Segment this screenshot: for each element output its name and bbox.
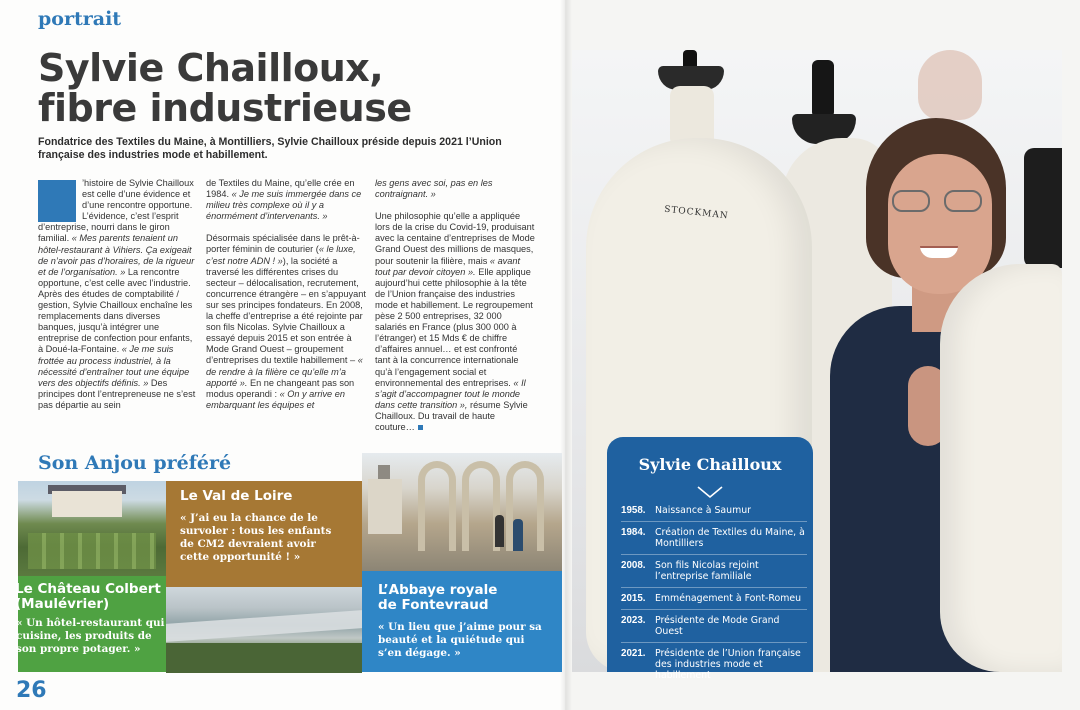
- article-column-2: [206, 178, 366, 411]
- mannequin-head: [918, 50, 982, 120]
- article-paragraph: Une philosophie qu’elle a appliquée lors de la crise du Covid-19, produisant avec la centaine d’entreprises de Mode Grand Ouest des millions de masques, pour soutenir la filière, mais « avant tout par devoir citoyen ». Elle applique aujourd’hui cette philosophie à la tête de l’Union française des industries mode et habillement. Le regroupement pèse 2 500 entreprises, 32 000 salariés en France (plus 300 000 à l’étranger) et 15 Mds € de chiffre d’affaires annuel… et est confronté tant à la concurrence internationale qu’à l’engagement social et environnemental des entreprises. « Il s’agit d’accompagner tout le monde dans cette transition », résume Sylvie Chailloux. Du travail de haute couture…: [375, 211, 535, 432]
- page-number: 26: [16, 678, 47, 703]
- timeline-entry: 1984. Création de Textiles du Maine, à Montilliers: [621, 527, 805, 549]
- abbaye-fontevraud-quote: « Un lieu que j’aime pour sa beauté et la quiétude qui s’en dégage. »: [378, 621, 542, 659]
- article-column-3: [375, 178, 535, 433]
- chateau-colbert-quote: « Un hôtel-restaurant qui cuisine, les produits de son propre potager. »: [16, 617, 165, 655]
- section-tag: portrait: [38, 8, 122, 30]
- val-de-loire-quote: « J’ai eu la chance de le survoler : tous les enfants de CM2 devraient avoir cette opportunité ! »: [180, 512, 332, 563]
- timeline-entry: 2015. Emménagement à Font-Romeu: [621, 593, 802, 604]
- mannequin-brand: STOCKMAN: [663, 204, 730, 222]
- chateau-colbert-tile: [15, 576, 166, 672]
- timeline-entry: 2021. Présidente de l’Union française des industries mode et habillement: [621, 648, 801, 681]
- bio-infobox: [607, 437, 813, 681]
- woman-face: [888, 154, 992, 294]
- end-mark: [418, 425, 423, 430]
- val-de-loire-photo: [166, 587, 362, 672]
- abbaye-fontevraud-tile: [362, 571, 562, 672]
- article-column-1: [38, 178, 196, 411]
- standfirst: Fondatrice des Textiles du Maine, à Montilliers, Sylvie Chailloux préside depuis 2021 l’Union française des industries mode et habillement.: [38, 136, 502, 161]
- chevron-down-icon: [697, 485, 723, 499]
- bio-name: Sylvie Chailloux: [638, 455, 782, 474]
- chateau-colbert-title: Le Château Colbert (Maulévrier): [15, 581, 161, 612]
- timeline-entry: 2023. Présidente de Mode Grand Ouest: [621, 615, 780, 637]
- article-paragraph: de Textiles du Maine, qu’elle crée en 1984. « Je me suis immergée dans ce milieu très complexe où il y a énormément d’intervenants. »: [206, 178, 362, 222]
- headline-line-2: fibre industrieuse: [38, 86, 412, 130]
- anjou-section-title: Son Anjou préféré: [38, 452, 232, 474]
- abbaye-fontevraud-photo: [362, 453, 562, 571]
- abbaye-fontevraud-title: L’Abbaye royale de Fontevraud: [378, 582, 498, 613]
- chateau-colbert-photo: [18, 481, 166, 576]
- val-de-loire-tile: [166, 481, 362, 587]
- timeline-entry: 1958. Naissance à Saumur: [621, 505, 752, 516]
- bio-timeline: [621, 505, 807, 686]
- dress-form-right: [940, 264, 1062, 672]
- glasses: [892, 190, 986, 212]
- dropcap-l: [38, 180, 76, 222]
- article-paragraph: Désormais spécialisée dans le prêt-à-porter féminin de couturier (« le luxe, c’est notre ADN ! »), la société a traversé les différentes crises du secteur – délocalisation, recrutement, concurrence étrangère – en s’appuyant sur ses principes fondateurs. En 2008, la cheffe d’entreprise a été rejointe par son fils Nicolas. Sylvie Chailloux a essayé depuis 2015 et son entrée à Mode Grand Ouest – groupement d’entreprises du textile habillement – « de rendre à la filière ce qu’elle m’a apporté ». En ne changeant pas son modus operandi : « On y arrive en embarquant les équipes et: [206, 233, 366, 410]
- headline-line-1: Sylvie Chailloux,: [38, 46, 384, 90]
- article-paragraph: ’histoire de Sylvie Chailloux est celle d’une évidence et d’une rencontre opportune. L’évidence, c’est l’esprit d’entreprise, nourri dans le giron familial. « Mes parents tenaient un hôtel-restaurant à Vihiers. Ça exigeait de n’avoir pas d’horaires, de la rigueur et de l’organisation. » La rencontre opportune, c’est celle avec l’industrie. Après des études de comptabilité / gestion, Sylvie Chailloux enchaîne les remplacements dans diverses banques, jusqu’à intégrer une entreprise de confection pour enfants, à Doué-la-Fontaine. « Je me suis frottée au process industriel, à la nécessité d’entraîner tout une équipe vers des objectifs définis. » Des principes dont l’entrepreneuse ne s’est pas départie au sein: [38, 178, 196, 410]
- timeline-entry: 2008. Son fils Nicolas rejoint l’entreprise familiale: [621, 560, 759, 582]
- headline: [38, 48, 538, 128]
- article-paragraph: les gens avec soi, pas en les contraignant. »: [375, 178, 493, 200]
- val-de-loire-title: Le Val de Loire: [180, 488, 293, 504]
